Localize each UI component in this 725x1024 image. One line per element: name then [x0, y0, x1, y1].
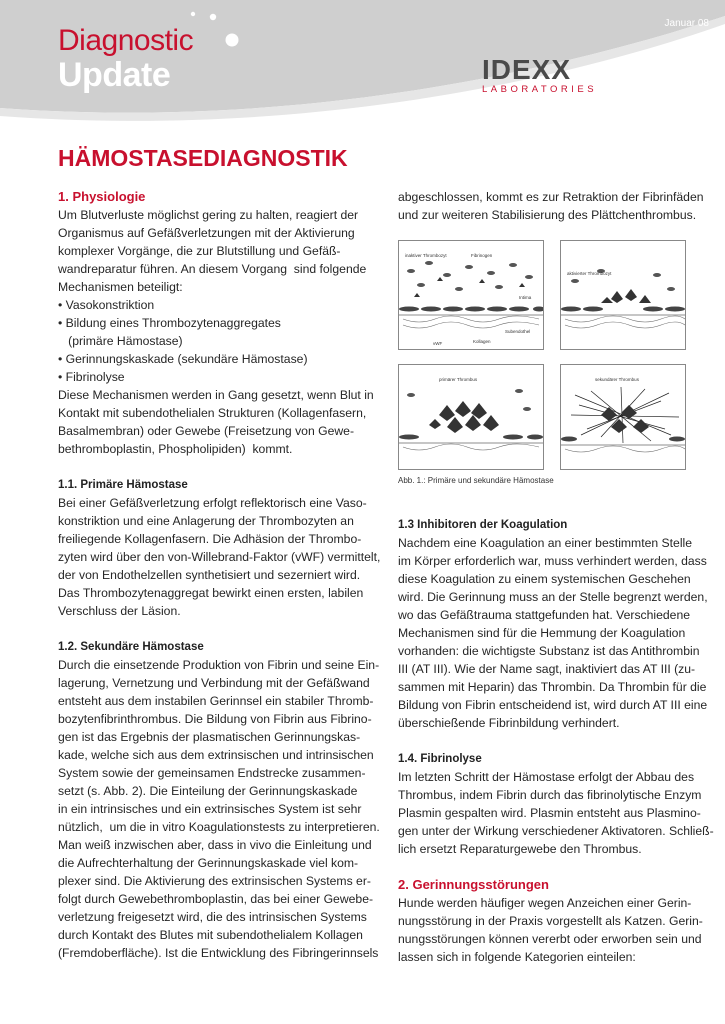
paragraph-line: Man weiß inzwischen aber, dass in vivo die Einleitung und: [58, 838, 372, 852]
figure-label: inaktiver Thrombozyt: [405, 253, 447, 258]
paragraph-line: in ein intrinsisches und ein extrinsisches System ist sehr: [58, 802, 362, 816]
paragraph-line: Kontakt mit subendothelialen Strukturen (Kollagenfasern,: [58, 406, 367, 420]
paragraph-line: Basalmembran) oder Gewebe (Freisetzung von Gewe-: [58, 424, 355, 438]
paragraph-line: Hunde werden häufiger wegen Anzeichen einer Gerin-: [398, 896, 692, 910]
figure-caption: Abb. 1.: Primäre und sekundäre Hämostase: [398, 476, 554, 485]
paragraph-line: durch Kontakt des Blutes mit subendothelialem Kollagen: [58, 928, 363, 942]
vessel-illustration-2: [561, 241, 685, 349]
paragraph-line: bozytenfibrinthrombus. Die Bildung von Fibrin aus Fibrino-: [58, 712, 372, 726]
figure-label: primärer Thrombus: [439, 377, 478, 382]
bullet-list: [58, 296, 373, 386]
logo-subtitle: LABORATORIES: [482, 84, 598, 95]
paragraph-line: Nachdem eine Koagulation an einer bestimmten Stelle: [398, 536, 693, 550]
newsletter-title-line2: Update: [58, 56, 171, 94]
paragraph-line: wird. Die Gerinnung muss an der Stelle begrenzt werden,: [398, 590, 708, 604]
paragraph-line: lich ersetzt Reparaturgewebe den Thrombus.: [398, 842, 642, 856]
paragraph-line: Mechanismen beteiligt:: [58, 280, 183, 294]
dot-icon: [191, 12, 195, 16]
paragraph-line: nungsstörungen können vererbt oder erworben sein und: [398, 932, 702, 946]
figure-label: Intima: [519, 295, 532, 300]
logo-wordmark: IDEXX: [482, 54, 572, 85]
right-column-intro: [398, 188, 704, 224]
paragraph-line: Bei einer Gefäßverletzung erfolgt reflektorisch eine Vaso-: [58, 496, 367, 510]
paragraph-line: folgt durch Gewebethromboplastin, das bei einer Gewebe-: [58, 892, 374, 906]
paragraph-line: Diese Mechanismen werden in Gang gesetzt, wenn Blut in: [58, 388, 374, 402]
paragraph-line: zyten wird über den von-Willebrand-Faktor (vWF) vermittelt,: [58, 550, 381, 564]
bullet-item: • Bildung eines Thrombozytenaggregates: [58, 316, 281, 330]
paragraph-line: Durch die einsetzende Produktion von Fibrin und seine Ein-: [58, 658, 380, 672]
paragraph-line: die Aufrechterhaltung der Gerinnungskaskade viel kom-: [58, 856, 359, 870]
paragraph-line: Thrombus, indem Fibrin durch das fibrinolytische Enzym: [398, 788, 702, 802]
paragraph-line: Verschluss der Läsion.: [58, 604, 181, 618]
paragraph-line: abgeschlossen, kommt es zur Retraktion der Fibrinfäden: [398, 190, 704, 204]
figure-label: vWF: [433, 341, 443, 346]
paragraph-line: der von Endothelzellen synthetisiert und sezerniert wird.: [58, 568, 361, 582]
figure-label: aktivierter Thrombozyt: [567, 271, 612, 276]
section-heading: 1.1. Primäre Hämostase: [58, 479, 188, 491]
bullet-item: • Gerinnungskaskade (sekundäre Hämostase): [58, 352, 308, 366]
paragraph-line: komplexer Vorgänge, die zur Blutstillung und Gefäß-: [58, 244, 341, 258]
issue-date: Januar 08: [664, 18, 709, 29]
paragraph-line: bethromboplastin, Phospholipiden) kommt.: [58, 442, 293, 456]
paragraph-line: überschießende Fibrinbildung verhindert.: [398, 716, 620, 730]
dot-icon: [210, 14, 216, 20]
paragraph-line: vorhanden: die wichtigste Substanz ist das Antithrombin: [398, 644, 700, 658]
bullet-item: • Fibrinolyse: [58, 370, 125, 384]
section-heading: 1.3 Inhibitoren der Koagulation: [398, 519, 568, 531]
paragraph-line: wo das Gefäßtrauma stattgefunden hat. Verschiedene: [398, 608, 691, 622]
paragraph-line: sammen mit Heparin) das Thrombin. Da Thrombin für die: [398, 680, 707, 694]
left-column: [58, 188, 381, 962]
document-title: HÄMOSTASEDIAGNOSTIK: [58, 145, 348, 171]
paragraph-line: gen ist das Ergebnis der plasmatischen Gerinnungskas-: [58, 730, 361, 744]
paragraph-line: nungsstörung in der Praxis vorgestellt als Katzen. Gerin-: [398, 914, 703, 928]
paragraph-line: freiliegende Kollagenfasern. Die Adhäsion der Thrombo-: [58, 532, 362, 546]
paragraph-line: Organismus auf Gefäßverletzungen mit der Aktivierung: [58, 226, 355, 240]
paragraph-line: gen unter der Wirkung verschiedener Aktivatoren. Schließ-: [398, 824, 714, 838]
paragraph-line: System sowie der gemeinsamen Endstrecke zusammen-: [58, 766, 366, 780]
header-banner: [0, 0, 725, 140]
paragraph-line: diese Koagulation zu einem systemischen Geschehen: [398, 572, 691, 586]
paragraph-line: im Körper erforderlich war, muss verhindert werden, dass: [398, 554, 707, 568]
figure-label: sekundärer Thrombus: [595, 377, 639, 382]
section-heading: 1.4. Fibrinolyse: [398, 753, 482, 765]
figure-panel-1: [398, 240, 544, 350]
paragraph-line: Plasmin gespalten wird. Plasmin entsteht aus Plasmino-: [398, 806, 701, 820]
paragraph-line: III (AT III). Wie der Name sagt, inaktiviert das AT III (zu-: [398, 662, 696, 676]
paragraph-line: setzt (s. Abb. 2). Die Einteilung der Gerinnungskaskade: [58, 784, 358, 798]
idexx-logo: [482, 56, 602, 95]
paragraph-line: nützlich, um die in vitro Koagulationstests zu interpretieren.: [58, 820, 380, 834]
dot-icon: [226, 34, 239, 47]
figure-label: Subendothel: [505, 329, 531, 334]
paragraph-line: und zur weiteren Stabilisierung des Plättchenthrombus.: [398, 208, 697, 222]
paragraph-line: lassen sich in folgende Kategorien einteilen:: [398, 950, 636, 964]
newsletter-title-line1: Diagnostic: [58, 24, 194, 57]
paragraph-line: entsteht aus dem instabilen Gerinnsel ein stabiler Thromb-: [58, 694, 374, 708]
paragraph-line: lagerung, Vernetzung und Verbindung mit der Gefäßwand: [58, 676, 370, 690]
figure-panel-2: [560, 240, 686, 350]
paragraph-line: kade, welche sich aus dem extrinsischen und intrinsischen: [58, 748, 374, 762]
paragraph-line: Um Blutverluste möglichst gering zu halten, reagiert der: [58, 208, 359, 222]
paragraph-line: (Fremdoberfläche). Ist die Entwicklung des Fibringerinnsels: [58, 946, 379, 960]
bullet-item: • Vasokonstriktion: [58, 298, 155, 312]
paragraph-line: Das Thrombozytenaggregat bewirkt einen ersten, labilen: [58, 586, 364, 600]
paragraph-line: Im letzten Schritt der Hämostase erfolgt der Abbau des: [398, 770, 695, 784]
paragraph-line: Mechanismen sind für die Hemmung der Koagulation: [398, 626, 686, 640]
paragraph-line: wandreparatur führen. An diesem Vorgang sind folgende: [58, 262, 367, 276]
right-column-body: [398, 516, 714, 966]
paragraph-line: verletzung freigesetzt wird, die des intrinsischen Systems: [58, 910, 367, 924]
paragraph-line: konstriktion und eine Anlagerung der Thrombozyten an: [58, 514, 354, 528]
figure-label: Fibrinogen: [471, 253, 493, 258]
section-heading: 2. Gerinnungsstörungen: [398, 877, 549, 892]
paragraph-line: Bildung von Fibrin entscheidend ist, wird durch AT III eine: [398, 698, 708, 712]
section-heading: 1. Physiologie: [58, 189, 146, 204]
bullet-item: (primäre Hämostase): [58, 334, 183, 348]
paragraph-line: plexer sind. Die Aktivierung des extrinsischen Systems er-: [58, 874, 371, 888]
figure-label: Kollagen: [473, 339, 491, 344]
figure-panel-4: [560, 364, 686, 470]
section-heading: 1.2. Sekundäre Hämostase: [58, 641, 204, 653]
figure-panel-3: [398, 364, 544, 470]
